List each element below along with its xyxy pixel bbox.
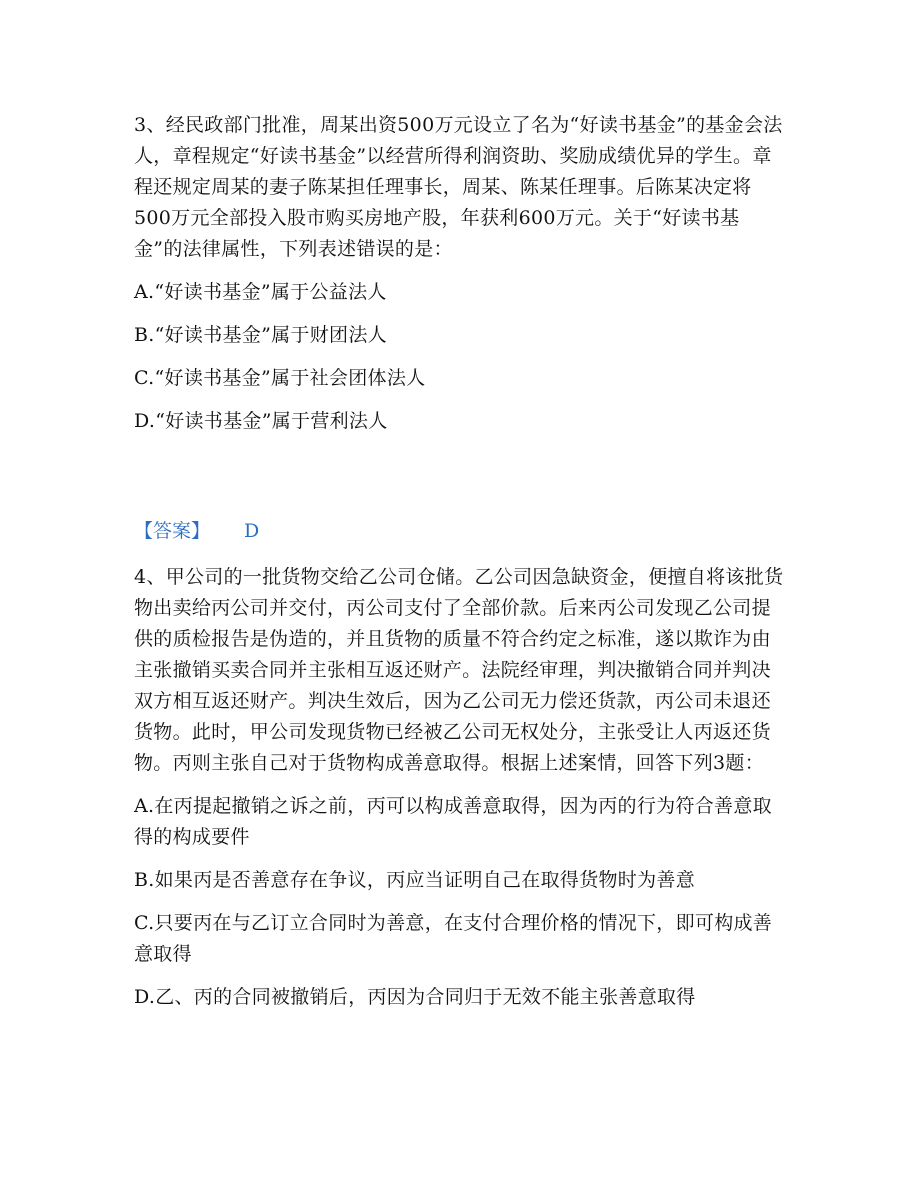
- question-4-option-d: D.乙、丙的合同被撤销后，丙因为合同归于无效不能主张善意取得: [134, 986, 696, 1008]
- question-3-option-a: A.“好读书基金”属于公益法人: [134, 281, 387, 303]
- answer-row: [134, 516, 259, 547]
- answer-label: 【答案】: [134, 520, 211, 542]
- question-3-stem: 3、经民政部门批准，周某出资500万元设立了名为“好读书基金”的基金会法人，章程规定“好读书基金”以经营所得利润资助、奖励成绩优异的学生。章程还规定周某的妻子陈某担任理事长，周某、陈某任理事。后陈某决定将500万元全部投入股市购买房地产股，年获利600万元。关于“好读书基金”的法律属性，下列表述错误的是：: [134, 114, 783, 260]
- question-3-option-d: D.“好读书基金”属于营利法人: [134, 410, 388, 432]
- question-3: [134, 110, 784, 449]
- question-4-stem: 4、甲公司的一批货物交给乙公司仓储。乙公司因急缺资金，便擅自将该批货物出卖给丙公司并交付，丙公司支付了全部价款。后来丙公司发现乙公司提供的质检报告是伪造的，并且货物的质量不符合约定之标准，遂以欺诈为由主张撤销买卖合同并主张相互返还财产。法院经审理，判决撤销合同并判决双方相互返还财产。判决生效后，因为乙公司无力偿还货款，丙公司未退还货物。此时，甲公司发现货物已经被乙公司无权处分，主张受让人丙返还货物。丙则主张自己对于货物构成善意取得。根据上述案情，回答下列3题：: [134, 566, 784, 774]
- question-4-option-b: B.如果丙是否善意存在争议，丙应当证明自己在取得货物时为善意: [134, 869, 696, 891]
- question-3-option-b: B.“好读书基金”属于财团法人: [134, 324, 387, 346]
- question-4-option-a: A.在丙提起撤销之诉之前，丙可以构成善意取得，因为丙的行为符合善意取得的构成要件: [134, 795, 772, 848]
- question-4: [134, 562, 784, 1025]
- question-4-option-c: C.只要丙在与乙订立合同时为善意，在支付合理价格的情况下，即可构成善意取得: [134, 912, 773, 965]
- question-3-option-c: C.“好读书基金”属于社会团体法人: [134, 367, 426, 389]
- answer-value: D: [244, 520, 260, 542]
